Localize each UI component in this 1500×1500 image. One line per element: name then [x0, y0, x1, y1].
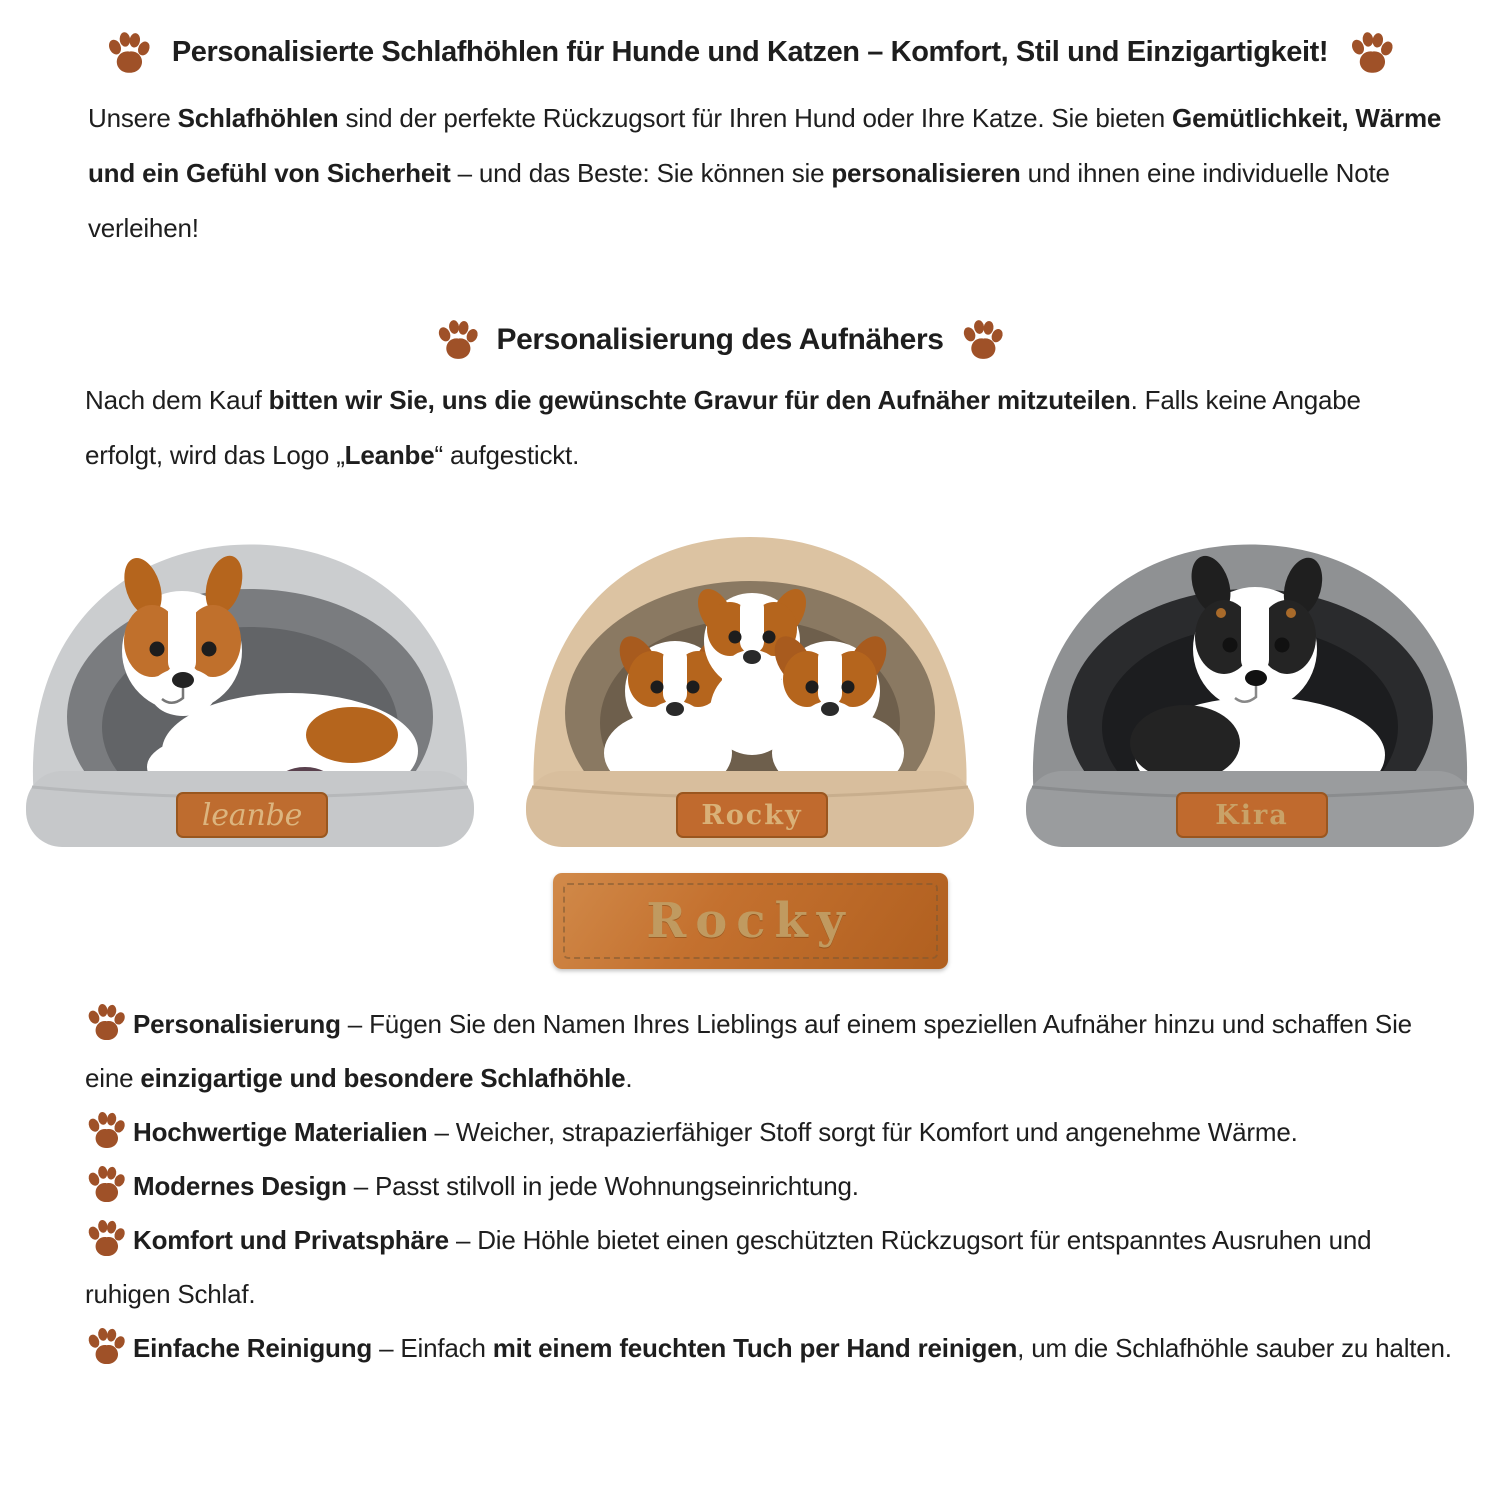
feature-text: Komfort und Privatsphäre – Die Höhle bietet einen geschützten Rückzugsort für entspanntes Ausruhen und ruhigen Schlaf. [85, 1225, 1372, 1309]
paw-icon [85, 1218, 127, 1258]
feature-text: Hochwertige Materialien – Weicher, strapazierfähiger Stoff sorgt für Komfort und angenehme Wärme. [133, 1117, 1298, 1147]
name-patch [177, 793, 327, 837]
dog-nose [1245, 670, 1267, 686]
dog-eye [202, 642, 217, 657]
feature-text: Personalisierung – Fügen Sie den Namen Ihres Lieblings auf einem speziellen Aufnäher hinzu und schaffen Sie eine einzigartige und besondere Schlafhöhle. [85, 1009, 1412, 1093]
dog-nose [172, 672, 194, 688]
product-images-row [0, 499, 1500, 859]
paw-icon [960, 318, 1005, 361]
feature-text: Modernes Design – Passt stilvoll in jede Wohnungseinrichtung. [133, 1171, 859, 1201]
feature-item-reinigung [85, 1321, 1460, 1375]
feature-item-design [85, 1159, 1460, 1213]
product-photo-gray-bed [0, 499, 500, 859]
name-patch [677, 793, 827, 837]
main-heading-row [0, 0, 1500, 75]
patch-info-paragraph: Nach dem Kauf bitten wir Sie, uns die gewünschte Gravur für den Aufnäher mitzuteilen. Falls keine Angabe erfolgt, wird das Logo „Leanbe“ aufgestickt. [85, 385, 1361, 470]
feature-text: Einfache Reinigung – Einfach mit einem feuchten Tuch per Hand reinigen, um die Schlafhöhle sauber zu halten. [133, 1333, 1452, 1363]
dog-eye [1223, 638, 1238, 653]
feature-item-komfort [85, 1213, 1460, 1321]
intro-paragraph: Unsere Schlafhöhlen sind der perfekte Rückzugsort für Ihren Hund oder Ihre Katze. Sie bieten Gemütlichkeit, Wärme und ein Gefühl von Sicherheit – und das Beste: Sie können sie personalisieren und ihnen eine individuelle Note verleihen! [88, 103, 1442, 243]
paw-icon [85, 1164, 127, 1204]
paw-icon [1348, 30, 1395, 75]
paw-icon [85, 1002, 127, 1042]
page-title: Personalisierte Schlafhöhlen für Hunde und Katzen – Komfort, Stil und Einzigartigkeit! [171, 36, 1329, 68]
product-photo-dark-gray-bed [1000, 499, 1500, 859]
dog-eye [150, 642, 165, 657]
paw-icon [85, 1326, 127, 1366]
name-patch [1177, 793, 1327, 837]
dog-eye [1275, 638, 1290, 653]
paw-icon [435, 318, 480, 361]
bed-patch-label: leanbe [201, 798, 303, 833]
bed-patch-label: Rocky [701, 800, 803, 831]
leather-patch-closeup [553, 873, 948, 969]
paw-icon [105, 30, 152, 75]
feature-item-materialien [85, 1105, 1460, 1159]
bed-patch-label: Kira [1215, 800, 1289, 831]
paw-icon [85, 1110, 127, 1150]
product-photo-beige-bed [500, 499, 1000, 859]
feature-item-personalisierung [85, 997, 1460, 1105]
section-title: Personalisierung des Aufnähers [496, 322, 944, 356]
pet-bed-beige [526, 537, 974, 847]
feature-list [85, 997, 1460, 1375]
pet-bed-gray [26, 545, 474, 848]
patch-engraved-name: Rocky [646, 893, 854, 949]
pet-bed-dark-gray [1026, 545, 1474, 848]
section-heading-row [0, 318, 1470, 361]
